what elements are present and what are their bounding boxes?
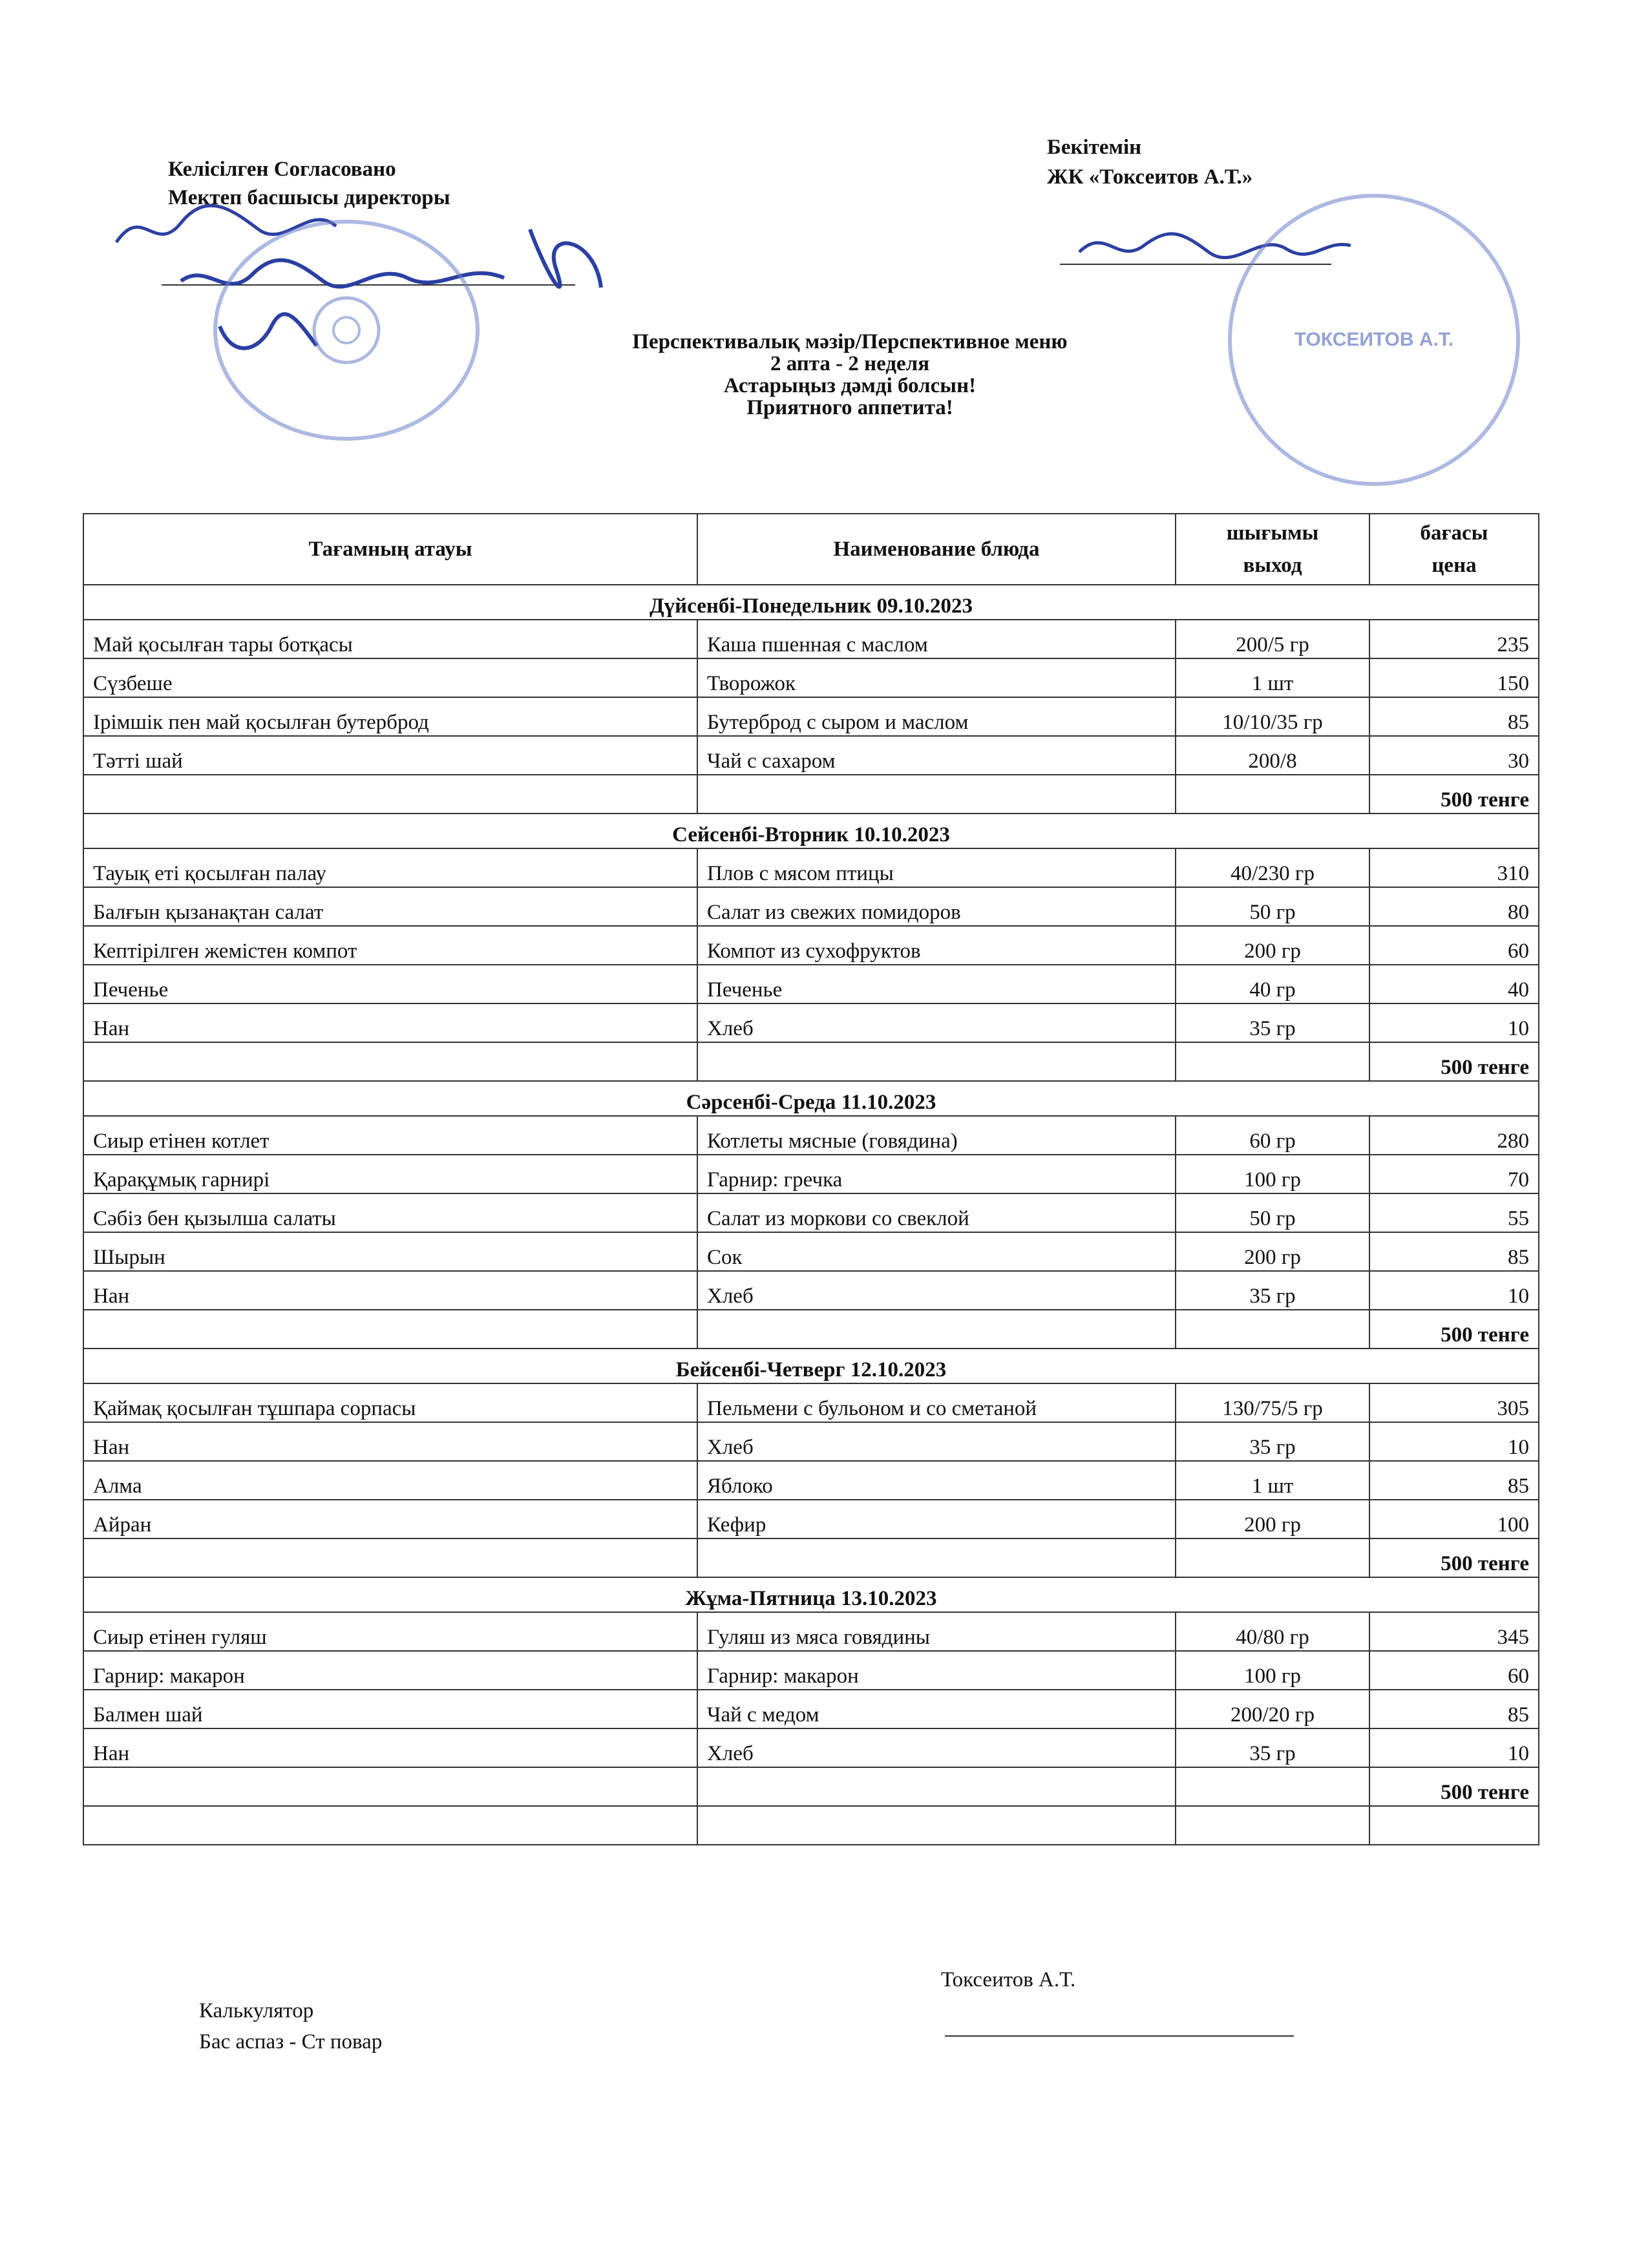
day-header-row	[83, 1081, 1539, 1116]
total-empty-cell	[83, 1310, 697, 1349]
dish-output: 1 шт	[1176, 1461, 1369, 1500]
dish-price: 85	[1369, 1690, 1539, 1728]
approve-label: Бекітемін	[1047, 136, 1142, 159]
table-row	[83, 1728, 1539, 1767]
dish-output: 50 гр	[1176, 887, 1369, 926]
day-title: Сәрсенбі-Среда 11.10.2023	[83, 1081, 1539, 1116]
table-row	[83, 1383, 1539, 1422]
blank-row	[83, 1806, 1539, 1845]
dish-name-kz: Айран	[83, 1500, 697, 1538]
dish-output: 35 гр	[1176, 1728, 1369, 1767]
dish-name-kz: Сиыр етінен гуляш	[83, 1612, 697, 1651]
table-row	[83, 1116, 1539, 1155]
day-header-row	[83, 585, 1539, 620]
dish-output: 35 гр	[1176, 1003, 1369, 1042]
header-output-kz: шығымы	[1226, 521, 1319, 545]
total-row	[83, 1538, 1539, 1577]
dish-name-kz: Май қосылған тары ботқасы	[83, 620, 697, 658]
day-total: 500 тенге	[1369, 775, 1539, 814]
table-row	[83, 1690, 1539, 1728]
dish-name-kz: Нан	[83, 1728, 697, 1767]
stamp-text: ТОКСЕИТОВ А.Т.	[1294, 329, 1454, 350]
dish-name-ru: Сок	[697, 1232, 1176, 1271]
total-empty-cell	[83, 1767, 697, 1806]
header-kz-name: Тағамның атауы	[83, 514, 697, 585]
dish-price: 10	[1369, 1003, 1539, 1042]
table-row	[83, 1612, 1539, 1651]
total-row	[83, 775, 1539, 814]
agreed-label: Келісілген Согласовано	[168, 158, 396, 181]
menu-title	[0, 331, 1648, 419]
table-row	[83, 965, 1539, 1003]
title-line-2: 2 апта - 2 неделя	[770, 352, 930, 375]
day-total: 500 тенге	[1369, 1310, 1539, 1349]
approval-block-right	[1047, 132, 1252, 192]
dish-output: 35 гр	[1176, 1271, 1369, 1310]
dish-price: 280	[1369, 1116, 1539, 1155]
table-row	[83, 1500, 1539, 1538]
table-row	[83, 1461, 1539, 1500]
total-empty-cell	[697, 775, 1176, 814]
table-row	[83, 1651, 1539, 1690]
table-row	[83, 1232, 1539, 1271]
dish-name-ru: Творожок	[697, 658, 1176, 697]
dish-price: 10	[1369, 1728, 1539, 1767]
dish-output: 40/80 гр	[1176, 1612, 1369, 1651]
dish-name-ru: Котлеты мясные (говядина)	[697, 1116, 1176, 1155]
total-empty-cell	[83, 1042, 697, 1081]
calculator-label: Калькулятор	[199, 1999, 314, 2022]
dish-price: 85	[1369, 697, 1539, 736]
table-row	[83, 1155, 1539, 1193]
dish-output: 35 гр	[1176, 1422, 1369, 1461]
dish-name-ru: Хлеб	[697, 1271, 1176, 1310]
dish-name-ru: Яблоко	[697, 1461, 1176, 1500]
footer-signature-line	[945, 2035, 1294, 2037]
dish-price: 40	[1369, 965, 1539, 1003]
title-line-4: Приятного аппетита!	[746, 396, 953, 419]
day-header-row	[83, 1349, 1539, 1383]
dish-name-ru: Хлеб	[697, 1728, 1176, 1767]
title-line-3: Астарыңыз дәмді болсын!	[723, 374, 977, 397]
dish-name-kz: Нан	[83, 1003, 697, 1042]
dish-name-ru: Гарнир: гречка	[697, 1155, 1176, 1193]
header-price	[1369, 514, 1539, 585]
menu-table	[83, 513, 1539, 1845]
dish-name-kz: Нан	[83, 1271, 697, 1310]
dish-name-ru: Чай с медом	[697, 1690, 1176, 1728]
total-row	[83, 1042, 1539, 1081]
total-empty-cell	[83, 1538, 697, 1577]
blank-cell	[1369, 1806, 1539, 1845]
table-row	[83, 697, 1539, 736]
dish-price: 30	[1369, 736, 1539, 775]
day-total: 500 тенге	[1369, 1767, 1539, 1806]
dish-price: 85	[1369, 1461, 1539, 1500]
table-row	[83, 1003, 1539, 1042]
dish-name-kz: Нан	[83, 1422, 697, 1461]
total-empty-cell	[1176, 1310, 1369, 1349]
day-header-row	[83, 814, 1539, 848]
day-header-row	[83, 1577, 1539, 1612]
dish-name-kz: Печенье	[83, 965, 697, 1003]
dish-output: 200 гр	[1176, 926, 1369, 965]
day-total: 500 тенге	[1369, 1538, 1539, 1577]
dish-name-kz: Тәтті шай	[83, 736, 697, 775]
table-row	[83, 1193, 1539, 1232]
dish-output: 40 гр	[1176, 965, 1369, 1003]
dish-price: 150	[1369, 658, 1539, 697]
total-empty-cell	[1176, 1538, 1369, 1577]
dish-name-kz: Балмен шай	[83, 1690, 697, 1728]
dish-name-ru: Гуляш из мяса говядины	[697, 1612, 1176, 1651]
menu-table-wrapper	[83, 513, 1538, 1845]
menu-body	[83, 585, 1539, 1845]
dish-output: 200/5 гр	[1176, 620, 1369, 658]
table-row	[83, 1271, 1539, 1310]
dish-output: 200/8	[1176, 736, 1369, 775]
table-row	[83, 1422, 1539, 1461]
table-header-row	[83, 514, 1539, 585]
table-row	[83, 736, 1539, 775]
dish-price: 60	[1369, 1651, 1539, 1690]
dish-output: 100 гр	[1176, 1651, 1369, 1690]
dish-name-kz: Алма	[83, 1461, 697, 1500]
dish-name-ru: Плов с мясом птицы	[697, 848, 1176, 887]
dish-price: 10	[1369, 1422, 1539, 1461]
dish-output: 1 шт	[1176, 658, 1369, 697]
dish-name-kz: Балғын қызанақтан салат	[83, 887, 697, 926]
table-row	[83, 926, 1539, 965]
table-row	[83, 848, 1539, 887]
total-empty-cell	[697, 1538, 1176, 1577]
dish-name-ru: Каша пшенная с маслом	[697, 620, 1176, 658]
dish-name-kz: Қаймақ қосылған тұшпара сорпасы	[83, 1383, 697, 1422]
total-empty-cell	[1176, 775, 1369, 814]
day-title: Сейсенбі-Вторник 10.10.2023	[83, 814, 1539, 848]
dish-price: 70	[1369, 1155, 1539, 1193]
dish-name-ru: Хлеб	[697, 1003, 1176, 1042]
table-row	[83, 620, 1539, 658]
dish-name-kz: Шырын	[83, 1232, 697, 1271]
total-row	[83, 1310, 1539, 1349]
header-output-ru: выход	[1243, 554, 1302, 577]
dish-price: 10	[1369, 1271, 1539, 1310]
dish-output: 50 гр	[1176, 1193, 1369, 1232]
dish-output: 40/230 гр	[1176, 848, 1369, 887]
blank-cell	[83, 1806, 697, 1845]
dish-output: 200/20 гр	[1176, 1690, 1369, 1728]
dish-price: 60	[1369, 926, 1539, 965]
dish-output: 200 гр	[1176, 1232, 1369, 1271]
header-output	[1176, 514, 1369, 585]
header-price-kz: бағасы	[1420, 521, 1488, 545]
dish-name-ru: Салат из свежих помидоров	[697, 887, 1176, 926]
dish-price: 100	[1369, 1500, 1539, 1538]
dish-price: 55	[1369, 1193, 1539, 1232]
day-title: Дүйсенбі-Понедельник 09.10.2023	[83, 585, 1539, 620]
total-empty-cell	[697, 1042, 1176, 1081]
dish-output: 60 гр	[1176, 1116, 1369, 1155]
header-price-ru: цена	[1431, 554, 1477, 577]
dish-price: 310	[1369, 848, 1539, 887]
total-empty-cell	[83, 775, 697, 814]
total-empty-cell	[1176, 1042, 1369, 1081]
dish-name-kz: Тауық еті қосылған палау	[83, 848, 697, 887]
dish-name-kz: Сиыр етінен котлет	[83, 1116, 697, 1155]
dish-name-ru: Гарнир: макарон	[697, 1651, 1176, 1690]
total-row	[83, 1767, 1539, 1806]
dish-name-ru: Кефир	[697, 1500, 1176, 1538]
dish-name-ru: Чай с сахаром	[697, 736, 1176, 775]
dish-output: 130/75/5 гр	[1176, 1383, 1369, 1422]
dish-price: 235	[1369, 620, 1539, 658]
dish-output: 100 гр	[1176, 1155, 1369, 1193]
dish-output: 200 гр	[1176, 1500, 1369, 1538]
dish-name-ru: Салат из моркови со свеклой	[697, 1193, 1176, 1232]
table-row	[83, 658, 1539, 697]
entrepreneur-label: ЖК «Токсеитов А.Т.»	[1047, 165, 1253, 189]
dish-output: 10/10/35 гр	[1176, 697, 1369, 736]
dish-name-kz: Кептірілген жемістен компот	[83, 926, 697, 965]
footer-roles	[199, 1995, 382, 2057]
dish-name-ru: Компот из сухофруктов	[697, 926, 1176, 965]
day-total: 500 тенге	[1369, 1042, 1539, 1081]
dish-name-ru: Пельмени с бульоном и со сметаной	[697, 1383, 1176, 1422]
total-empty-cell	[697, 1767, 1176, 1806]
blank-cell	[697, 1806, 1176, 1845]
header-ru-name: Наименование блюда	[697, 514, 1176, 585]
dish-name-kz: Ірімшік пен май қосылған бутерброд	[83, 697, 697, 736]
blank-cell	[1176, 1806, 1369, 1845]
dish-name-kz: Сәбіз бен қызылша салаты	[83, 1193, 697, 1232]
dish-price: 345	[1369, 1612, 1539, 1651]
table-row	[83, 887, 1539, 926]
dish-name-ru: Хлеб	[697, 1422, 1176, 1461]
title-line-1: Перспективалық мәзір/Перспективное меню	[632, 330, 1068, 353]
day-title: Бейсенбі-Четверг 12.10.2023	[83, 1349, 1539, 1383]
director-label: Мектеп басшысы директоры	[168, 186, 450, 209]
total-empty-cell	[697, 1310, 1176, 1349]
dish-name-kz: Гарнир: макарон	[83, 1651, 697, 1690]
dish-name-ru: Бутерброд с сыром и маслом	[697, 697, 1176, 736]
dish-name-kz: Қарақұмық гарнирі	[83, 1155, 697, 1193]
dish-name-kz: Сүзбеше	[83, 658, 697, 697]
dish-price: 80	[1369, 887, 1539, 926]
dish-name-ru: Печенье	[697, 965, 1176, 1003]
dish-price: 85	[1369, 1232, 1539, 1271]
footer-signer: Токсеитов А.Т.	[941, 1968, 1076, 1991]
chef-label: Бас аспаз - Ст повар	[199, 2030, 383, 2053]
total-empty-cell	[1176, 1767, 1369, 1806]
dish-price: 305	[1369, 1383, 1539, 1422]
day-title: Жұма-Пятница 13.10.2023	[83, 1577, 1539, 1612]
